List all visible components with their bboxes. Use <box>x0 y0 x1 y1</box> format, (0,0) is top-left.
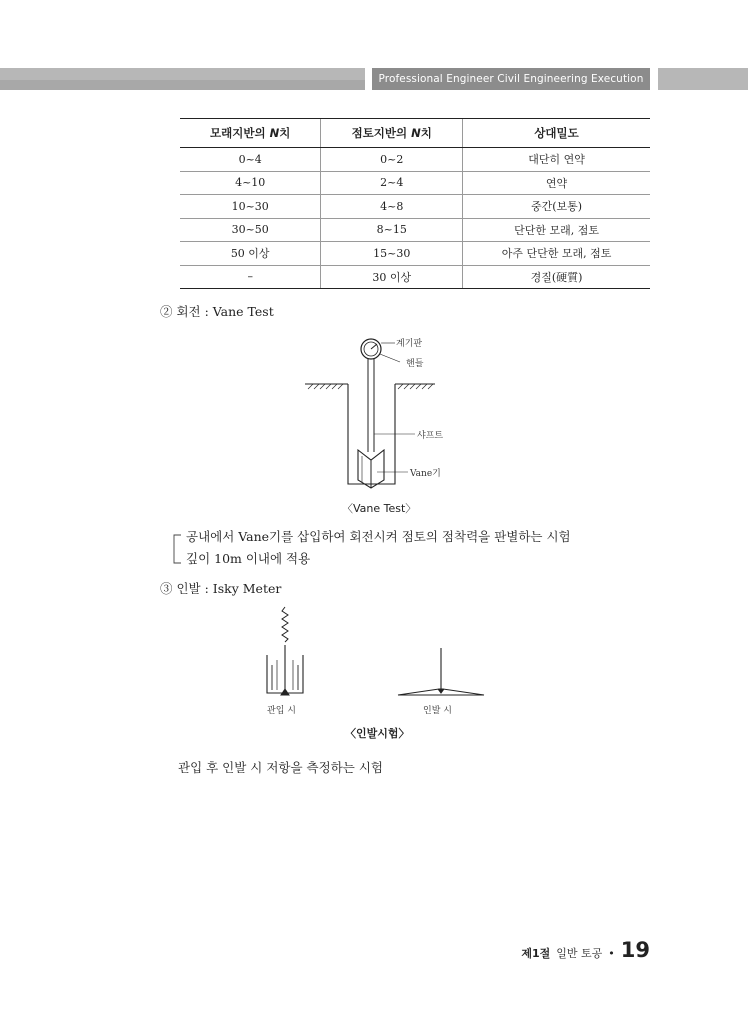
table-cell: 30~50 <box>180 218 321 242</box>
isky-note: 관입 후 인발 시 저항을 측정하는 시험 <box>178 760 383 775</box>
footer-bullet: • <box>608 947 615 960</box>
label-shaft: 샤프트 <box>417 431 444 441</box>
table-cell: 0~2 <box>321 148 463 172</box>
table-cell: 연약 <box>463 171 650 195</box>
table-cell: 30 이상 <box>321 265 463 289</box>
isky-insert-figure <box>260 605 310 700</box>
note-bracket <box>170 532 182 566</box>
vane-heading: ② 회전 : Vane Test <box>160 304 274 319</box>
table-cell: 10~30 <box>180 195 321 219</box>
isky-heading: ③ 인발 : Isky Meter <box>160 581 282 596</box>
table-cell: 0~4 <box>180 148 321 172</box>
rod-tip <box>438 689 444 693</box>
label-insert: 관입 시 <box>267 706 296 716</box>
header-clay-n: 점토지반의 N치 <box>321 119 463 148</box>
table-cell: 아주 단단한 모래, 점토 <box>463 242 650 266</box>
label-vane: Vane기 <box>410 469 441 479</box>
isky-pull-figure <box>395 645 487 701</box>
footer-section: 일반 토공 <box>556 947 603 960</box>
label-handle: 핸들 <box>406 359 424 369</box>
table-cell: 4~10 <box>180 171 321 195</box>
table-row <box>180 218 650 242</box>
footer-chapter: 제1절 <box>521 947 551 960</box>
ground-hatching <box>308 384 433 389</box>
vane-note-2: 깊이 10m 이내에 적용 <box>186 551 311 566</box>
rod-tip <box>281 689 289 695</box>
table-cell: 8~15 <box>321 218 463 242</box>
page-footer <box>521 938 650 962</box>
table-cell: 4~8 <box>321 195 463 219</box>
table-header-row <box>180 119 650 148</box>
isky-caption: 〈인발시험〉 <box>345 727 410 740</box>
table-cell: – <box>180 265 321 289</box>
table-cell: 대단히 연약 <box>463 148 650 172</box>
table-cell: 15~30 <box>321 242 463 266</box>
leader-handle <box>380 354 400 362</box>
table-cell: 단단한 모래, 점토 <box>463 218 650 242</box>
page-number: 19 <box>620 938 650 962</box>
spring-icon <box>282 607 288 642</box>
table-cell: 중간(보통) <box>463 195 650 219</box>
label-pull: 인발 시 <box>423 706 452 716</box>
header-band-right <box>658 68 748 90</box>
table-row <box>180 242 650 266</box>
header-title: Professional Engineer Civil Engineering Execution <box>372 68 650 90</box>
vane-caption: 〈Vane Test〉 <box>342 502 417 515</box>
header-density: 상대밀도 <box>463 119 650 148</box>
table-cell: 경질(硬質) <box>463 265 650 289</box>
n-value-table <box>180 118 650 289</box>
vane-note-1: 공내에서 Vane기를 삽입하여 회전시켜 점토의 점착력을 판별하는 시험 <box>186 529 571 544</box>
table-row <box>180 265 650 289</box>
table-cell: 50 이상 <box>180 242 321 266</box>
label-gauge: 계기판 <box>396 339 423 349</box>
table-row <box>180 171 650 195</box>
table-row <box>180 195 650 219</box>
table-cell: 2~4 <box>321 171 463 195</box>
gauge-needle <box>371 344 377 349</box>
header-sand-n: 모래지반의 N치 <box>180 119 321 148</box>
header-band-left-shade <box>0 80 365 90</box>
table-row <box>180 148 650 172</box>
